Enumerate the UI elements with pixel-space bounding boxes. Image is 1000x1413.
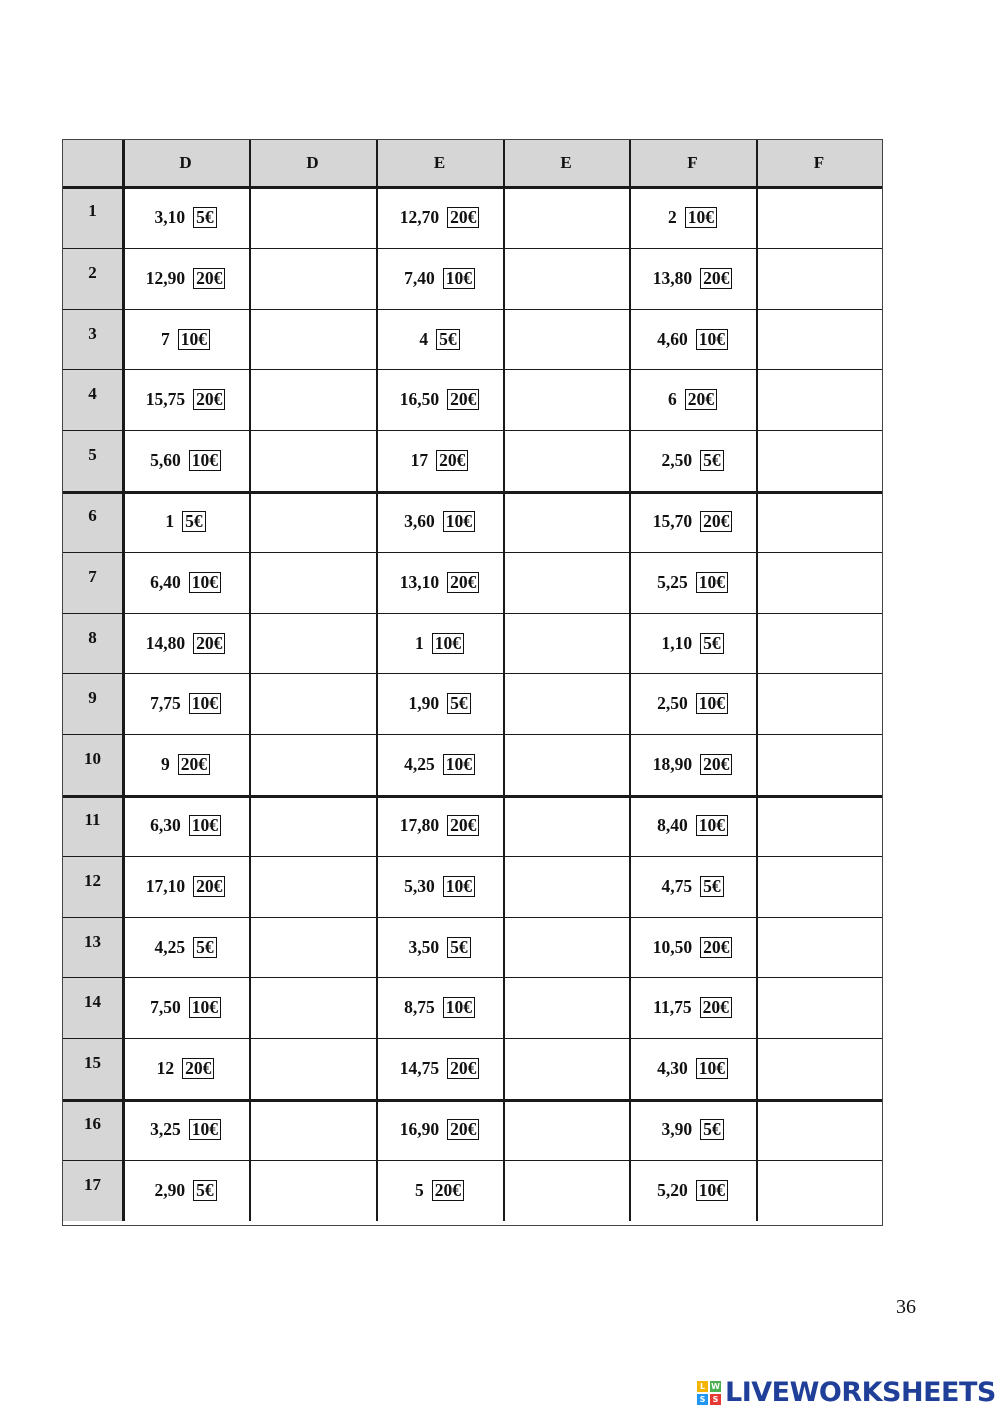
answer-cell[interactable] (503, 1099, 629, 1160)
answer-cell[interactable] (503, 552, 629, 613)
price-amount: 16,90 (399, 1119, 440, 1139)
price-amount: 13,80 (652, 268, 693, 288)
price-cell (629, 1160, 756, 1221)
row-number: 8 (88, 628, 97, 647)
answer-cell[interactable] (503, 1160, 629, 1221)
banknote-box: 5€ (193, 937, 217, 958)
price-amount: 14,80 (145, 632, 186, 653)
price-cell (122, 613, 249, 673)
price-amount: 6,30 (150, 815, 181, 835)
price-cell (629, 552, 756, 613)
price-amount: 18,90 (652, 754, 693, 774)
price-amount: 12,90 (145, 268, 186, 288)
banknote-box: 10€ (189, 693, 221, 714)
row-number: 11 (84, 810, 101, 829)
answer-cell[interactable] (503, 309, 629, 369)
banknote-box: 10€ (696, 1058, 728, 1079)
price-amount: 17 (410, 450, 429, 470)
banknote-box: 20€ (700, 268, 732, 289)
row-number: 14 (84, 992, 101, 1011)
price-cell (122, 977, 249, 1038)
answer-cell[interactable] (756, 552, 882, 613)
answer-cell[interactable] (249, 977, 376, 1038)
price-cell (376, 1160, 503, 1221)
price-cell (122, 309, 249, 369)
price-cell (376, 552, 503, 613)
answer-cell[interactable] (249, 1160, 376, 1221)
price-amount: 3,90 (661, 1119, 693, 1139)
answer-cell[interactable] (756, 613, 882, 673)
answer-cell[interactable] (756, 917, 882, 977)
banknote-box: 20€ (447, 389, 479, 410)
answer-cell[interactable] (756, 1160, 882, 1221)
column-header: F (813, 153, 825, 172)
row-number: 13 (84, 932, 101, 951)
row-number: 12 (84, 871, 101, 890)
price-cell (629, 673, 756, 734)
answer-cell[interactable] (249, 795, 376, 856)
price-amount: 16,50 (399, 389, 440, 409)
banknote-box: 20€ (193, 268, 225, 289)
banknote-box: 20€ (447, 207, 479, 228)
price-cell (376, 248, 503, 309)
answer-cell[interactable] (249, 309, 376, 369)
banknote-box: 10€ (685, 207, 717, 228)
answer-cell[interactable] (249, 613, 376, 673)
answer-cell[interactable] (503, 186, 629, 248)
price-amount: 15,75 (145, 389, 186, 409)
price-cell (629, 1038, 756, 1099)
answer-cell[interactable] (756, 248, 882, 309)
price-cell (376, 613, 503, 673)
page-number: 36 (896, 1296, 916, 1318)
price-cell (376, 917, 503, 977)
price-cell (376, 673, 503, 734)
row-number: 17 (84, 1175, 101, 1194)
price-amount: 6 (668, 389, 677, 409)
row-number: 2 (88, 263, 97, 282)
banknote-box: 20€ (193, 633, 225, 654)
price-amount: 8,75 (404, 997, 435, 1017)
answer-cell[interactable] (756, 309, 882, 369)
banknote-box: 10€ (178, 329, 210, 350)
price-amount: 5,20 (657, 1180, 688, 1200)
banknote-box: 5€ (700, 633, 724, 654)
answer-cell[interactable] (249, 734, 376, 795)
price-cell (122, 1038, 249, 1099)
row-number: 7 (88, 567, 97, 586)
answer-cell[interactable] (249, 369, 376, 430)
banknote-box: 5€ (193, 207, 217, 228)
price-amount: 7,40 (404, 268, 435, 288)
banknote-box: 20€ (700, 937, 732, 958)
price-amount: 12 (156, 1058, 175, 1078)
answer-cell[interactable] (756, 1038, 882, 1099)
price-cell (122, 552, 249, 613)
price-amount: 1,90 (408, 693, 440, 713)
answer-cell[interactable] (756, 856, 882, 917)
column-header: D (179, 153, 192, 172)
answer-cell[interactable] (249, 917, 376, 977)
price-amount: 4 (419, 328, 429, 349)
column-header: D (306, 153, 319, 172)
banknote-box: 20€ (685, 389, 717, 410)
row-number: 5 (88, 445, 97, 464)
price-cell (629, 309, 756, 369)
banknote-box: 10€ (696, 572, 728, 593)
answer-cell[interactable] (503, 917, 629, 977)
banknote-box: 5€ (447, 693, 471, 714)
price-amount: 14,75 (399, 1058, 440, 1078)
price-amount: 5,60 (150, 450, 181, 470)
price-amount: 2,50 (661, 450, 693, 470)
banknote-box: 5€ (193, 1180, 217, 1201)
price-amount: 2,90 (154, 1180, 186, 1200)
answer-cell[interactable] (503, 856, 629, 917)
price-cell (122, 673, 249, 734)
price-cell (376, 856, 503, 917)
price-amount: 17,10 (145, 876, 186, 896)
price-cell (629, 248, 756, 309)
price-amount: 11,75 (653, 997, 692, 1017)
banknote-box: 10€ (696, 815, 728, 836)
price-amount: 4,60 (657, 328, 688, 349)
answer-cell[interactable] (249, 491, 376, 552)
banknote-box: 20€ (447, 815, 479, 836)
price-amount: 2 (668, 206, 677, 227)
banknote-box: 10€ (443, 876, 475, 897)
banknote-box: 10€ (189, 450, 221, 471)
answer-cell[interactable] (756, 977, 882, 1038)
answer-cell[interactable] (249, 248, 376, 309)
price-amount: 6,40 (150, 572, 181, 592)
answer-cell[interactable] (249, 856, 376, 917)
price-cell (629, 917, 756, 977)
answer-cell[interactable] (756, 186, 882, 248)
answer-cell[interactable] (503, 613, 629, 673)
price-cell (376, 1099, 503, 1160)
logo-wordmark: LIVEWORKSHEETS (725, 1377, 996, 1408)
answer-cell[interactable] (249, 1099, 376, 1160)
banknote-box: 20€ (178, 754, 210, 775)
price-cell (122, 734, 249, 795)
answer-cell[interactable] (756, 369, 882, 430)
banknote-box: 10€ (189, 1119, 221, 1140)
answer-cell[interactable] (756, 673, 882, 734)
banknote-box: 20€ (447, 572, 479, 593)
answer-cell[interactable] (756, 430, 882, 491)
answer-cell[interactable] (249, 186, 376, 248)
price-cell (376, 1038, 503, 1099)
price-amount: 4,25 (404, 754, 435, 774)
banknote-box: 5€ (700, 1119, 724, 1140)
banknote-box: 10€ (443, 268, 475, 289)
answer-cell[interactable] (503, 734, 629, 795)
row-number: 9 (88, 688, 97, 707)
row-number: 1 (88, 201, 97, 220)
answer-cell[interactable] (503, 248, 629, 309)
price-amount: 2,50 (657, 693, 688, 713)
price-cell (629, 977, 756, 1038)
price-amount: 3,50 (408, 936, 440, 957)
column-header: E (433, 153, 446, 172)
column-header: F (687, 153, 698, 172)
price-amount: 7,50 (150, 997, 181, 1017)
price-amount: 1 (165, 511, 175, 531)
price-cell (629, 491, 756, 552)
row-number: 16 (84, 1114, 101, 1133)
answer-cell[interactable] (503, 430, 629, 491)
banknote-box: 20€ (447, 1058, 479, 1079)
liveworksheets-logo (697, 1377, 996, 1408)
price-amount: 3,60 (404, 511, 435, 531)
price-cell (376, 430, 503, 491)
answer-cell[interactable] (503, 795, 629, 856)
price-cell (122, 917, 249, 977)
worksheet-table (62, 139, 883, 1226)
answer-cell[interactable] (756, 795, 882, 856)
price-amount: 1,10 (661, 632, 693, 653)
answer-cell[interactable] (756, 1099, 882, 1160)
banknote-box: 5€ (700, 876, 724, 897)
banknote-box: 20€ (193, 876, 225, 897)
banknote-box: 10€ (443, 511, 475, 532)
price-cell (122, 186, 249, 248)
price-amount: 12,70 (399, 206, 440, 227)
price-cell (122, 856, 249, 917)
price-amount: 5,25 (657, 572, 688, 592)
price-cell (122, 491, 249, 552)
banknote-box: 5€ (447, 937, 471, 958)
answer-cell[interactable] (249, 673, 376, 734)
price-cell (376, 369, 503, 430)
price-amount: 10,50 (652, 936, 693, 957)
price-amount: 8,40 (657, 815, 688, 835)
banknote-box: 10€ (443, 754, 475, 775)
price-amount: 3,10 (154, 206, 186, 227)
price-cell (122, 1099, 249, 1160)
price-amount: 4,30 (657, 1058, 688, 1078)
row-number: 10 (84, 749, 101, 768)
banknote-box: 10€ (189, 572, 221, 593)
price-cell (376, 977, 503, 1038)
price-cell (122, 369, 249, 430)
banknote-box: 20€ (182, 1058, 214, 1079)
answer-cell[interactable] (503, 369, 629, 430)
answer-cell[interactable] (249, 552, 376, 613)
banknote-box: 20€ (193, 389, 225, 410)
price-cell (376, 734, 503, 795)
price-cell (122, 795, 249, 856)
price-amount: 9 (161, 754, 170, 774)
banknote-box: 10€ (696, 1180, 728, 1201)
banknote-box: 10€ (696, 693, 728, 714)
price-cell (629, 795, 756, 856)
price-amount: 17,80 (399, 815, 440, 835)
banknote-box: 20€ (700, 997, 732, 1018)
price-cell (376, 795, 503, 856)
answer-cell[interactable] (503, 1038, 629, 1099)
price-cell (122, 248, 249, 309)
price-amount: 15,70 (652, 511, 693, 531)
price-amount: 3,25 (150, 1119, 181, 1139)
price-cell (376, 309, 503, 369)
banknote-box: 5€ (700, 450, 724, 471)
answer-cell[interactable] (249, 430, 376, 491)
row-number: 15 (84, 1053, 101, 1072)
banknote-box: 20€ (700, 754, 732, 775)
price-cell (122, 430, 249, 491)
banknote-box: 5€ (182, 511, 206, 532)
price-amount: 5 (415, 1180, 424, 1200)
banknote-box: 20€ (432, 1180, 464, 1201)
column-header: E (560, 153, 572, 172)
price-amount: 5,30 (404, 876, 435, 896)
banknote-box: 10€ (189, 815, 221, 836)
price-cell (629, 430, 756, 491)
banknote-box: 10€ (189, 997, 221, 1018)
answer-cell[interactable] (756, 734, 882, 795)
answer-cell[interactable] (756, 491, 882, 552)
banknote-box: 10€ (443, 997, 475, 1018)
row-number: 3 (88, 324, 97, 343)
price-amount: 4,75 (661, 876, 693, 896)
price-amount: 7 (161, 328, 170, 349)
price-cell (629, 186, 756, 248)
price-cell (629, 369, 756, 430)
price-cell (629, 856, 756, 917)
banknote-box: 10€ (696, 329, 728, 350)
price-cell (376, 491, 503, 552)
answer-cell[interactable] (503, 673, 629, 734)
row-number: 6 (88, 506, 97, 525)
price-cell (629, 613, 756, 673)
price-amount: 13,10 (399, 572, 440, 592)
answer-cell[interactable] (503, 977, 629, 1038)
answer-cell[interactable] (503, 491, 629, 552)
price-cell (376, 186, 503, 248)
banknote-box: 10€ (432, 633, 464, 654)
logo-blocks-icon: L W S S (697, 1381, 721, 1405)
price-amount: 4,25 (154, 936, 186, 957)
price-amount: 7,75 (150, 693, 181, 713)
banknote-box: 20€ (447, 1119, 479, 1140)
banknote-box: 20€ (700, 511, 732, 532)
price-amount: 1 (415, 632, 424, 653)
price-cell (629, 1099, 756, 1160)
banknote-box: 20€ (436, 450, 468, 471)
answer-cell[interactable] (249, 1038, 376, 1099)
price-cell (629, 734, 756, 795)
banknote-box: 5€ (436, 329, 460, 350)
price-cell (122, 1160, 249, 1221)
row-number: 4 (88, 384, 97, 403)
